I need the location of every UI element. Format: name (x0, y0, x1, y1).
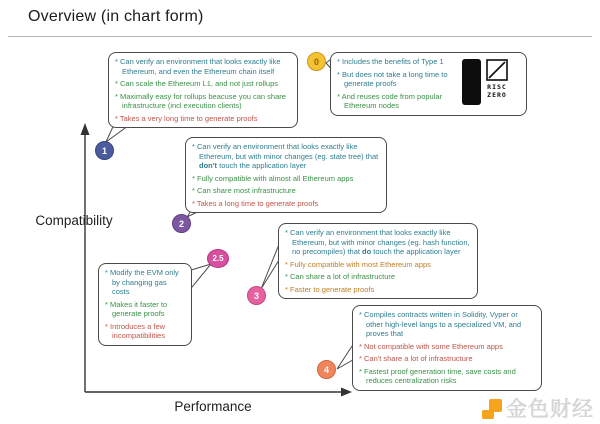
marker-type3: 3 (247, 286, 266, 305)
bullet-item: * Can share most infrastructure (192, 186, 296, 196)
bullet-item: * Takes a long time to generate proofs (192, 198, 319, 208)
bullet-item: * But does not take a long time to generate proofs (337, 69, 448, 89)
bullet-item: * Makes it faster to generate proofs (105, 299, 168, 319)
bullet-item: * Introduces a few incompatibilities (105, 321, 166, 341)
risczero-logo (462, 57, 520, 111)
risczero-square-icon (486, 59, 508, 81)
bullet-item: * Takes a very long time to generate proofs (115, 113, 258, 123)
bullet-item: * Fully compatible with most Ethereum apps (285, 259, 431, 269)
bullet-item: * Compiles contracts written in Solidity, Vyper or other high-level langs to a specialized VM, and proves that (359, 310, 522, 339)
marker-type1: 1 (95, 141, 114, 160)
y-axis-arrow-icon (81, 123, 90, 135)
bullet-item: * And reuses code from popular Ethereum nodes (337, 91, 443, 111)
callout-type1 (108, 52, 298, 128)
bullet-item: * Can share a lot of infrastructure (285, 272, 396, 282)
bullet-list (105, 268, 185, 341)
bullet-list (285, 228, 471, 294)
bullet-list (359, 310, 535, 386)
jinse-logo-icon (481, 398, 503, 420)
bullet-item: * Includes the benefits of Type 1 (337, 57, 444, 66)
marker-type2: 2 (172, 214, 191, 233)
marker-type4: 4 (317, 360, 336, 379)
callout-type2-5 (98, 263, 192, 346)
risczero-word-zero: ZERO (487, 90, 507, 99)
y-axis-label: Compatibility (35, 213, 113, 228)
bullet-list (192, 142, 380, 208)
marker-type2-5: 2.5 (207, 249, 229, 268)
bullet-item: * Can verify an environment that looks exactly like Ethereum, but with minor changes (eg. state tree) that don't touch the application layer (192, 142, 379, 171)
watermark (481, 398, 594, 420)
risczero-bar-icon (462, 59, 481, 105)
callout-type4 (352, 305, 542, 391)
page-title: Overview (in chart form) (28, 8, 204, 25)
bullet-list (337, 57, 456, 111)
bullet-item: * Fully compatible with almost all Ethereum apps (192, 173, 354, 183)
callout-type2 (185, 137, 387, 213)
bullet-item: * Can verify an environment that looks exactly like Ethereum, but with minor changes (eg. hash function, no precompiles) that do touch the application layer (285, 228, 470, 257)
callout-type0 (330, 52, 527, 116)
marker-type0: 0 (307, 52, 326, 71)
bullet-item: * Maximally easy for rollups beacuse you can share infrastructure (incl execution clients) (115, 91, 286, 111)
bullet-item: * Faster to generate proofs (285, 284, 375, 294)
watermark-text: 金色财经 (506, 397, 594, 421)
callout-type3 (278, 223, 478, 299)
x-axis-label: Performance (174, 399, 252, 414)
bullet-item: * Can verify an environment that looks exactly like Ethereum, and even the Ethereum chain itself (115, 57, 281, 76)
bullet-item: * Can't share a lot of infrastructure (359, 354, 473, 364)
bullet-item: * Not compatible with some Ethereum apps (359, 341, 503, 351)
risczero-word-risc: RISC (487, 83, 507, 91)
risczero-wordmark (487, 84, 507, 100)
bullet-item: * Fastest proof generation time, save costs and reduces centralization risks (359, 366, 516, 386)
bullet-list (115, 57, 291, 123)
x-axis-arrow-icon (341, 388, 352, 397)
bullet-item: * Modify the EVM only by changing gas costs (105, 268, 179, 297)
bullet-item: * Can scale the Ethereum L1, and not just rollups (115, 79, 279, 89)
